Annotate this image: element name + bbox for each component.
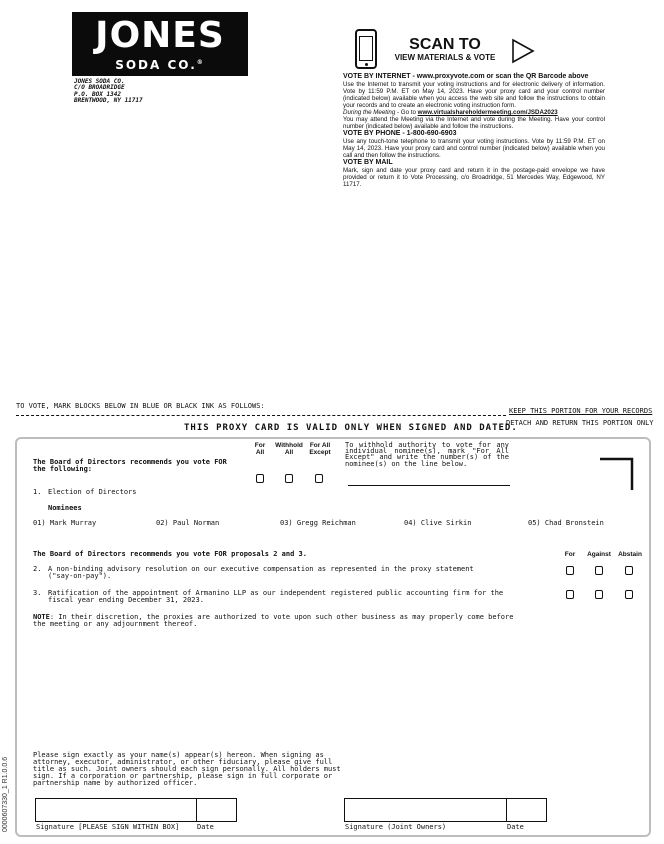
discretion-note: NOTE: In their discretion, the proxies are authorized to vote upon such other business as may properly come before the meeting or any adjournment thereof. [33, 613, 514, 628]
col-against: Against [587, 551, 611, 558]
nominee-02: 02) Paul Norman [156, 519, 220, 527]
vote-phone-heading: VOTE BY PHONE - 1-800-690-6903 [343, 130, 457, 137]
checkbox-withhold-all[interactable] [285, 474, 293, 483]
joint-date-box[interactable] [506, 798, 547, 822]
proposal-1-title: Election of Directors [48, 488, 137, 496]
vote-mail-heading: VOTE BY MAIL [343, 159, 393, 166]
nominee-01: 01) Mark Murray [33, 519, 97, 527]
detach-line [16, 415, 506, 416]
corner-mark-icon [598, 456, 638, 492]
scan-subtitle: VIEW MATERIALS & VOTE [394, 53, 496, 62]
col-for: For [564, 551, 576, 558]
address-line: BRENTWOOD, NY 11717 [74, 97, 143, 105]
col-abstain: Abstain [618, 551, 642, 558]
scan-to-vote [385, 36, 505, 63]
joint-signature-label: Signature (Joint Owners) [345, 823, 447, 831]
logo-wordmark: JONES [95, 15, 225, 56]
date-box[interactable] [196, 798, 237, 822]
document-code: 0000607330_1 R1.0.0.6 [2, 756, 9, 832]
company-logo [72, 12, 248, 76]
checkbox-p2-for[interactable] [566, 566, 574, 575]
checkbox-p2-against[interactable] [595, 566, 603, 575]
vote-internet-heading: VOTE BY INTERNET - www.proxyvote.com or scan the QR Barcode above [343, 73, 589, 80]
proposal-1-number: 1. [33, 488, 42, 496]
signing-instructions: Please sign exactly as your name(s) appear(s) hereon. When signing as attorney, executor, administrator, or other fiduciary, please give full title as such. Joint owners should each sign personally. All holders must sign. If a corporation or partnership, please sign in full corporate or partnership name by authorized officer. [33, 751, 341, 787]
checkbox-p2-abstain[interactable] [625, 566, 633, 575]
col-for-all-except: For All Except [309, 442, 331, 456]
vote-internet-body: Use the Internet to transmit your voting instructions and for electronic delivery of information. Vote by 11:59 P.M. ET on May 14, 2023. Have your proxy card and your control number (indicated below) available when you access the web site and follow the instructions to obtain your records and to create an electronic voting instruction form. [343, 81, 605, 109]
proposal-2-number: 2. [33, 565, 42, 573]
nominee-03: 03) Gregg Reichman [280, 519, 356, 527]
address-line: JONES SODA CO. [74, 78, 125, 85]
proposal-2-text: A non-binding advisory resolution on our executive compensation as represented in the proxy statement ("say-on-pay"). [48, 565, 474, 580]
checkbox-p3-against[interactable] [595, 590, 603, 599]
detach-portion-label: DETACH AND RETURN THIS PORTION ONLY [506, 419, 654, 427]
withhold-note: To withhold authority to vote for any individual nominee(s), mark "For All Except" and write the number(s) of the nominee(s) on the line below. [345, 441, 509, 468]
nominee-04: 04) Clive Sirkin [404, 519, 472, 527]
address-line: P.O. BOX 1342 [74, 90, 121, 98]
col-for-all: For All [254, 442, 266, 456]
voting-instructions [343, 73, 605, 188]
checkbox-p3-abstain[interactable] [625, 590, 633, 599]
meeting-body: You may attend the Meeting via the Internet and vote during the Meeting. Have your control number (indicated below) available and follow the instructions. [343, 116, 605, 130]
address-line: C/O BROADRIDGE [74, 84, 125, 92]
keep-portion-label: KEEP THIS PORTION FOR YOUR RECORDS [509, 407, 653, 415]
proposal-3-number: 3. [33, 589, 42, 597]
col-withhold-all: Withhold All [275, 442, 303, 456]
board-recommendation-1: The Board of Directors recommends you vote FOR the following: [33, 458, 227, 473]
vote-mail-body: Mark, sign and date your proxy card and return it in the postage-paid envelope we have provided or return it to Vote Processing, c/o Broadridge, 51 Mercedes Way, Edgewood, NY 11717. [343, 167, 605, 188]
play-arrow-icon [511, 38, 535, 64]
checkbox-p3-for[interactable] [566, 590, 574, 599]
checkbox-for-all[interactable] [256, 474, 264, 483]
nominee-05: 05) Chad Bronstein [528, 519, 604, 527]
valid-notice: THIS PROXY CARD IS VALID ONLY WHEN SIGNED AND DATED. [184, 423, 518, 433]
signature-label: Signature [PLEASE SIGN WITHIN BOX] [36, 823, 180, 831]
vote-phone-body: Use any touch-tone telephone to transmit your voting instructions. Vote by 11:59 P.M. ET on May 14, 2023. Have your proxy card and control number (indicated below) available when you call and then follow the instructions. [343, 138, 605, 159]
logo-subtitle: SODA CO.® [115, 58, 205, 72]
nominees-label: Nominees [48, 504, 82, 512]
smartphone-icon [355, 29, 377, 69]
meeting-line: During the Meeting - Go to www.virtualshareholdermeeting.com/JSDA2023 [343, 109, 558, 116]
signature-box[interactable] [35, 798, 197, 822]
mark-instructions: TO VOTE, MARK BLOCKS BELOW IN BLUE OR BLACK INK AS FOLLOWS: [16, 402, 265, 410]
board-recommendation-2: The Board of Directors recommends you vote FOR proposals 2 and 3. [33, 550, 307, 558]
date-label: Date [197, 823, 214, 831]
joint-date-label: Date [507, 823, 524, 831]
joint-signature-box[interactable] [344, 798, 507, 822]
except-nominee-line[interactable] [348, 485, 510, 486]
checkbox-for-all-except[interactable] [315, 474, 323, 483]
proposal-3-text: Ratification of the appointment of Armanino LLP as our independent registered public accounting firm for the fiscal year ending December 31, 2023. [48, 589, 504, 604]
return-address [74, 79, 143, 105]
scan-title: SCAN TO [409, 36, 481, 53]
meeting-url-link[interactable]: www.virtualshareholdermeeting.com/JSDA2023 [417, 109, 558, 116]
